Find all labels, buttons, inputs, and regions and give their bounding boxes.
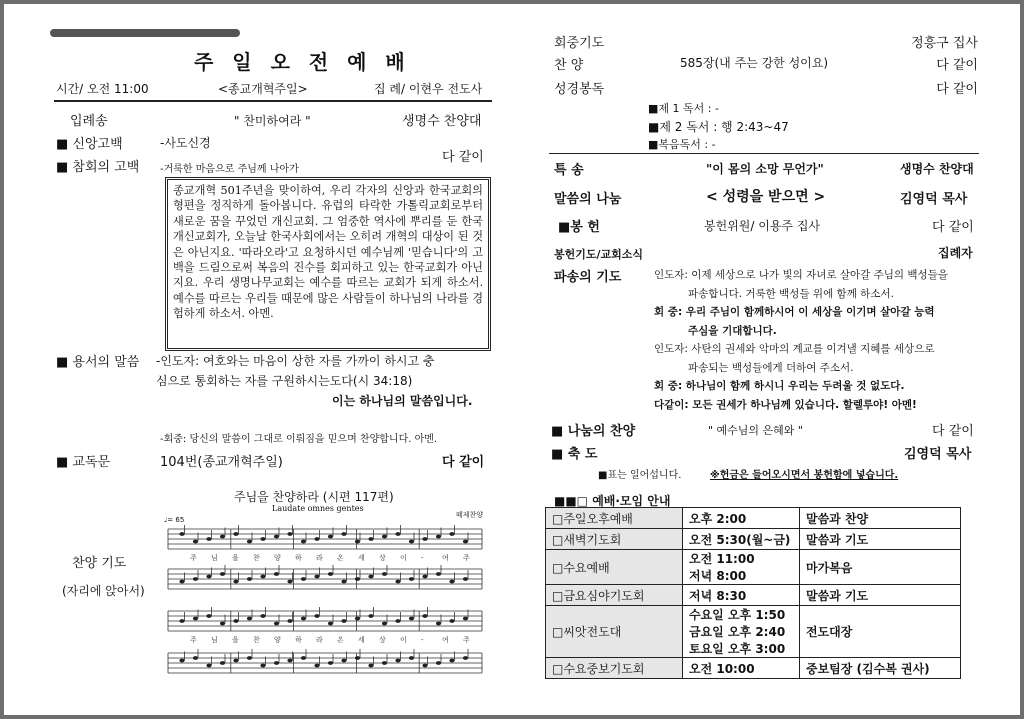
lyric-syllable: 여: [442, 554, 449, 562]
note-head: [395, 659, 400, 663]
lyric-syllable: 주: [190, 554, 197, 562]
special-performer: 생명수 찬양대: [900, 162, 974, 176]
prayer-note: (자리에 앉아서): [62, 584, 145, 598]
score-title: 주님을 찬양하라 (시편 117편): [234, 490, 394, 504]
schedule-row: [546, 585, 961, 606]
absolution-people: -회중: 당신의 말씀이 그대로 이뤄짐을 믿으며 찬양합니다. 아멘.: [160, 434, 438, 445]
schedule-time: [683, 658, 800, 679]
schedule-detail: 말씀과 기도: [800, 585, 961, 606]
note-head: [247, 617, 252, 621]
schedule-row: [546, 529, 961, 550]
header-bar: [50, 29, 240, 37]
note-head: [274, 535, 279, 539]
note-head: [287, 659, 292, 663]
note-head: [328, 622, 333, 626]
lyric-syllable: 양: [274, 554, 281, 562]
lyric-syllable: 찬: [253, 554, 260, 562]
note-head: [341, 532, 346, 536]
lyric-syllable: 하: [295, 636, 302, 644]
score-composer: 떼제찬양: [456, 511, 484, 519]
offering-note: ※헌금은 들어오시면서 봉헌함에 넣습니다.: [710, 470, 899, 481]
news-who: 집례자: [938, 246, 973, 260]
sending-line: 주심을 기대합니다.: [688, 324, 777, 337]
sending-line: 인도자: 사탄의 권세와 악마의 계교를 이겨낼 지혜를 세상으로: [654, 343, 935, 355]
note-head: [463, 617, 468, 621]
note-head: [422, 537, 427, 541]
lyric-syllable: 온: [337, 636, 344, 644]
note-head: [422, 614, 427, 618]
schedule-time: [683, 508, 800, 529]
occasion: <종교개혁주일>: [218, 82, 308, 96]
benediction-pastor: 김영덕 목사: [904, 447, 972, 462]
note-head: [314, 575, 319, 579]
confession-label: ■ 참회의 고백: [56, 160, 140, 175]
note-head: [179, 659, 184, 663]
note-head: [233, 659, 238, 663]
note-head: [206, 537, 211, 541]
note-head: [341, 659, 346, 663]
note-head: [220, 572, 225, 576]
schedule-detail: 중보팀장 (김수복 권사): [800, 658, 961, 679]
note-head: [193, 656, 198, 660]
order-detail: 585장(내 주는 강한 성이요): [680, 56, 829, 70]
note-head: [220, 535, 225, 539]
note-head: [233, 532, 238, 536]
sending-line: 다같이: 모든 권세가 하나님께 있습니다. 할렐루야! 아멘!: [654, 398, 917, 411]
note-head: [395, 532, 400, 536]
note-head: [382, 535, 387, 539]
note-head: [301, 540, 306, 544]
schedule-row: [546, 508, 961, 529]
note-head: [260, 537, 265, 541]
lyric-syllable: 상: [379, 554, 386, 562]
lyric-syllable: 하: [295, 554, 302, 562]
absolution-end: 이는 하나님의 말씀입니다.: [332, 394, 473, 408]
schedule-name: □주일오후예배: [546, 508, 683, 529]
schedule-row: [546, 658, 961, 679]
lyric-syllable: 라: [316, 636, 323, 644]
confession-text: 종교개혁 501주년을 맞이하여, 우리 각자의 신앙과 한국교회의 형편을 정직하게 돌아봅니다. 유럽의 타락한 가톨릭교회로부터 새로운 꿈을 꾸었던 개신교회. 그 엄중한 역사에 뿌리를 둔 한국 개신교회가, 오늘날 한국사회에서는 오히려 개혁의 대상이 된 것은 아닌지요. '따라오라'고 요청하시던 예수님께 '믿습니다'의 고백을 드림으로써 복음의 진수를 회피하고 있는 한국교회가 아닌지요. 우리 생명나무교회는 예수를 따르는 교회가 되게 하소서. 예수를 따르는 우리들 때문에 많은 사람들이 하나님의 나라를 경험하게 하소서. 아멘.: [165, 177, 491, 351]
schedule-name: □금요심야기도회: [546, 585, 683, 606]
note-head: [314, 664, 319, 668]
schedule-time-line: 오전 5:30(월~금): [689, 532, 791, 547]
note-head: [247, 540, 252, 544]
schedule-table: [545, 507, 961, 679]
order-leader: 다 같이: [936, 82, 978, 97]
note-head: [287, 580, 292, 584]
note-head: [260, 614, 265, 618]
sending-line: 파송합니다. 거룩한 백성들 위에 함께 하소서.: [688, 287, 894, 300]
lyric-syllable: 을: [232, 554, 239, 562]
schedule-name: □수요중보기도회: [546, 658, 683, 679]
schedule-name: □씨앗전도대: [546, 606, 683, 658]
note-head: [341, 619, 346, 623]
sermon-title: < 성령을 받으면 >: [706, 189, 826, 205]
note-head: [382, 572, 387, 576]
sending-line: 파송되는 백성들에게 더하여 주소서.: [688, 361, 854, 374]
note-head: [328, 572, 333, 576]
lyric-syllable: 주: [190, 636, 197, 644]
schedule-time-line: 오전 11:00: [689, 552, 755, 566]
stand-note: ■표는 일어섭니다.: [598, 470, 682, 481]
sending-line: 회 중: 우리 주님이 함께하시어 이 세상을 이기며 살아갈 능력: [654, 306, 935, 318]
schedule-time-line: 저녁 8:30: [689, 588, 747, 603]
schedule-time-line: 금요일 오후 2:40: [689, 625, 786, 639]
lyric-syllable: -: [421, 554, 424, 562]
score-tempo: ♩= 65: [164, 516, 185, 524]
sending-line: 인도자: 이제 세상으로 나가 빛의 자녀로 살아갈 주님의 백성들을: [654, 269, 948, 281]
note-head: [449, 532, 454, 536]
note-head: [382, 622, 387, 626]
note-head: [409, 617, 414, 621]
music-score: [160, 519, 490, 699]
note-head: [179, 619, 184, 623]
call-label: 입례송: [70, 114, 108, 129]
note-head: [179, 580, 184, 584]
sermon-pastor: 김영덕 목사: [900, 192, 968, 207]
order-label: 회중기도: [554, 36, 605, 51]
divider: [549, 153, 979, 154]
note-head: [206, 575, 211, 579]
schedule-time-line: 오전 10:00: [689, 661, 755, 676]
lyric-syllable: 찬: [253, 636, 260, 644]
note-head: [463, 540, 468, 544]
offering-label: ■봉 헌: [558, 220, 600, 235]
benediction-label: ■ 축 도: [551, 447, 598, 462]
lyric-syllable: -: [421, 636, 424, 644]
note-head: [395, 619, 400, 623]
lyric-syllable: 이: [400, 554, 407, 562]
reading-1: ■제 1 독서 : -: [648, 102, 719, 115]
schedule-time: [683, 606, 800, 658]
note-head: [301, 577, 306, 581]
lyric-syllable: 양: [274, 636, 281, 644]
divider: [54, 100, 492, 102]
lyric-syllable: 주: [463, 554, 470, 562]
note-head: [449, 659, 454, 663]
note-head: [274, 572, 279, 576]
lyric-syllable: 온: [337, 554, 344, 562]
confession-intro: -거룩한 마음으로 주님께 나아가: [160, 164, 299, 175]
note-head: [382, 661, 387, 665]
lyric-syllable: 세: [358, 636, 365, 644]
note-head: [301, 617, 306, 621]
sharing-who: 다 같이: [932, 424, 974, 439]
reading-3: ■복음독서 : -: [648, 138, 716, 151]
note-head: [247, 577, 252, 581]
note-head: [314, 537, 319, 541]
absolution-cont: 심으로 통회하는 자를 구원하시는도다(시 34:18): [156, 374, 413, 388]
note-head: [179, 532, 184, 536]
confession-who: 다 같이: [442, 150, 484, 165]
note-head: [449, 580, 454, 584]
note-head: [422, 664, 427, 668]
offering-mid: 봉헌위원/ 이용주 집사: [704, 219, 821, 233]
note-head: [193, 577, 198, 581]
sermon-label: 말씀의 나눔: [554, 192, 622, 207]
note-head: [395, 580, 400, 584]
note-head: [409, 656, 414, 660]
note-head: [206, 664, 211, 668]
call-song: " 찬미하여라 ": [234, 114, 311, 128]
note-head: [220, 622, 225, 626]
creed-label: ■ 신앙고백: [56, 137, 123, 152]
schedule-name: □수요예배: [546, 550, 683, 585]
lyric-syllable: 세: [358, 554, 365, 562]
reading-2: ■제 2 독서 : 행 2:43~47: [648, 120, 789, 134]
prayer-label: 찬양 기도: [72, 556, 127, 571]
schedule-time: [683, 585, 800, 606]
lyric-syllable: 라: [316, 554, 323, 562]
note-head: [274, 622, 279, 626]
note-head: [260, 575, 265, 579]
presider: 집 례/ 이현우 전도사: [374, 82, 483, 96]
lyric-syllable: 님: [211, 636, 218, 644]
note-head: [193, 617, 198, 621]
note-head: [314, 614, 319, 618]
note-head: [260, 664, 265, 668]
note-head: [368, 664, 373, 668]
order-leader: 다 같이: [936, 58, 978, 73]
order-leader: 정흥구 집사: [911, 36, 978, 51]
note-head: [287, 619, 292, 623]
lyric-syllable: 이: [400, 636, 407, 644]
note-head: [328, 661, 333, 665]
schedule-time-line: 저녁 8:00: [689, 569, 747, 583]
service-time: 시간/ 오전 11:00: [56, 82, 149, 96]
schedule-time-line: 토요일 오후 3:00: [689, 642, 786, 656]
schedule-row: [546, 606, 961, 658]
score-subtitle: Laudate omnes gentes: [272, 504, 364, 513]
lyric-syllable: 여: [442, 636, 449, 644]
note-head: [368, 537, 373, 541]
schedule-name: □새벽기도회: [546, 529, 683, 550]
note-head: [355, 617, 360, 621]
note-head: [463, 577, 468, 581]
note-head: [449, 619, 454, 623]
note-head: [409, 540, 414, 544]
note-head: [341, 580, 346, 584]
note-head: [422, 575, 427, 579]
absolution-label: ■ 용서의 말씀: [56, 355, 140, 370]
note-head: [436, 572, 441, 576]
note-head: [247, 656, 252, 660]
note-head: [193, 540, 198, 544]
absolution-leader: -인도자: 여호와는 마음이 상한 자를 가까이 하시고 충: [156, 354, 435, 368]
creed-text: -사도신경: [160, 136, 211, 150]
sending-line: 회 중: 하나님이 함께 하시니 우리는 두려울 것 없도다.: [654, 380, 905, 392]
call-performer: 생명수 찬양대: [402, 114, 482, 129]
schedule-detail: 말씀과 기도: [800, 529, 961, 550]
hymn-label: ■ 교독문: [56, 455, 111, 470]
schedule-title: ■■□ 예배·모임 안내: [554, 494, 671, 508]
hymn-text: 104번(종교개혁주일): [160, 455, 283, 470]
hymn-who: 다 같이: [442, 455, 485, 470]
lyric-syllable: 주: [463, 636, 470, 644]
note-head: [436, 661, 441, 665]
offering-who: 다 같이: [932, 220, 974, 235]
note-head: [368, 575, 373, 579]
note-head: [436, 535, 441, 539]
lyric-syllable: 상: [379, 636, 386, 644]
note-head: [287, 532, 292, 536]
lyric-syllable: 님: [211, 554, 218, 562]
special-label: 특 송: [554, 163, 584, 178]
note-head: [233, 619, 238, 623]
sharing-label: ■ 나눔의 찬양: [551, 424, 636, 439]
schedule-row: [546, 550, 961, 585]
note-head: [463, 656, 468, 660]
note-head: [355, 540, 360, 544]
sharing-song: " 예수님의 은혜와 ": [708, 424, 803, 437]
note-head: [355, 656, 360, 660]
schedule-detail: 전도대장: [800, 606, 961, 658]
news-label: 봉헌기도/교회소식: [554, 248, 644, 261]
note-head: [301, 656, 306, 660]
note-head: [355, 577, 360, 581]
schedule-detail: 말씀과 찬양: [800, 508, 961, 529]
note-head: [274, 661, 279, 665]
schedule-time: [683, 550, 800, 585]
note-head: [436, 622, 441, 626]
lyric-syllable: 을: [232, 636, 239, 644]
service-title: 주 일 오 전 예 배: [194, 50, 411, 74]
schedule-detail: 마가복음: [800, 550, 961, 585]
note-head: [368, 614, 373, 618]
order-label: 찬 양: [554, 58, 584, 73]
note-head: [233, 580, 238, 584]
note-head: [206, 614, 211, 618]
bulletin-page: [4, 4, 1020, 715]
special-song: "이 몸의 소망 무언가": [706, 162, 824, 176]
note-head: [328, 535, 333, 539]
schedule-time: [683, 529, 800, 550]
schedule-time-line: 수요일 오후 1:50: [689, 608, 786, 622]
note-head: [409, 577, 414, 581]
order-label: 성경봉독: [554, 82, 605, 97]
sending-label: 파송의 기도: [554, 270, 622, 285]
note-head: [220, 661, 225, 665]
schedule-time-line: 오후 2:00: [689, 511, 747, 526]
